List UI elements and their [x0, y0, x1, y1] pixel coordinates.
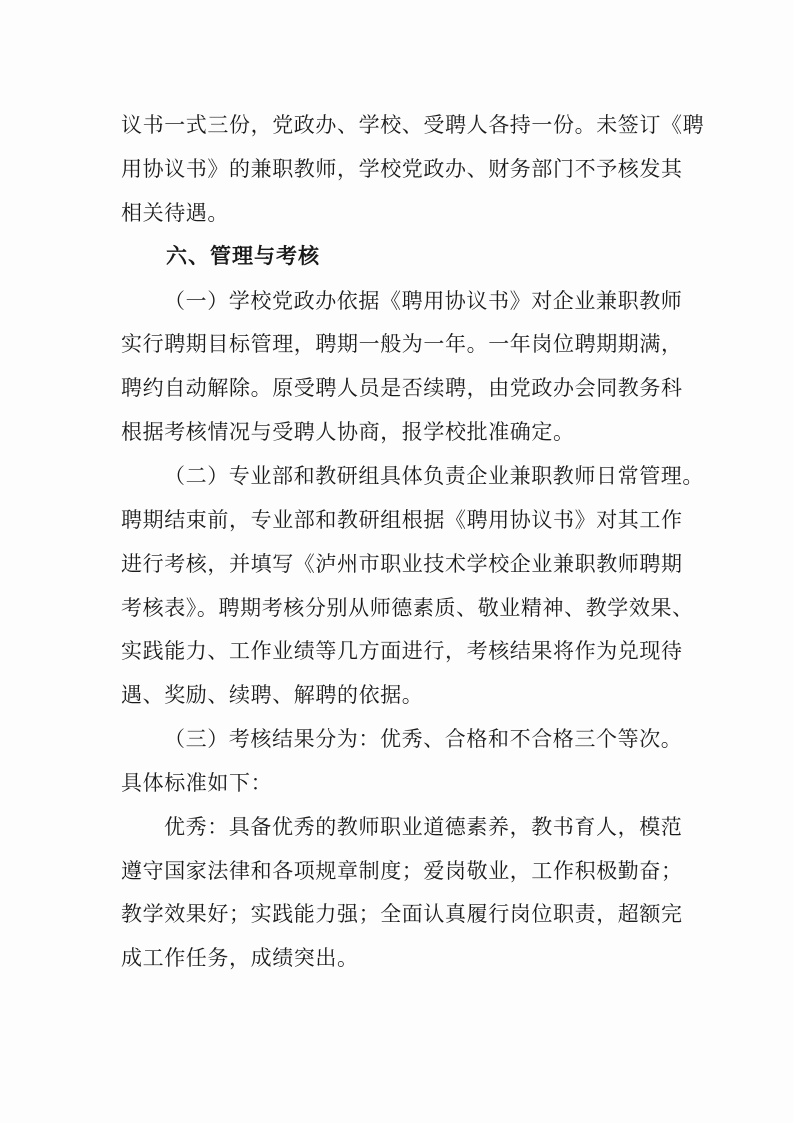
para4-line-3: 教学效果好；实践能力强；全面认真履行岗位职责，超额完 — [121, 902, 683, 926]
intro-line-1: 议书一式三份，党政办、学校、受聘人各持一份。未签订《聘 — [121, 113, 705, 137]
para2-line-4: 考核表》。聘期考核分别从师德素质、敬业精神、教学效果、 — [121, 596, 694, 620]
para2-line-5: 实践能力、工作业绩等几方面进行，考核结果将作为兑现待 — [121, 639, 683, 663]
para1-line-4: 根据考核情况与受聘人协商，报学校批准确定。 — [121, 420, 575, 444]
para2-line-6: 遇、奖励、续聘、解聘的依据。 — [121, 683, 424, 707]
intro-line-2: 用协议书》的兼职教师，学校党政办、财务部门不予核发其 — [121, 157, 683, 181]
para1-line-2: 实行聘期目标管理，聘期一般为一年。一年岗位聘期期满， — [121, 332, 683, 356]
para3-line-1: （三）考核结果分为：优秀、合格和不合格三个等次。 — [164, 727, 683, 751]
para4-line-1: 优秀：具备优秀的教师职业道德素养，教书育人，模范 — [164, 815, 683, 839]
para2-line-1: （二）专业部和教研组具体负责企业兼职教师日常管理。 — [164, 464, 704, 488]
para3-line-2: 具体标准如下： — [121, 771, 273, 795]
para1-line-1: （一）学校党政办依据《聘用协议书》对企业兼职教师 — [164, 289, 683, 313]
para2-line-2: 聘期结束前，专业部和教研组根据《聘用协议书》对其工作 — [121, 508, 683, 532]
intro-line-3: 相关待遇。 — [121, 201, 229, 225]
para1-line-3: 聘约自动解除。原受聘人员是否续聘，由党政办会同教务科 — [121, 376, 683, 400]
section-heading: 六、管理与考核 — [166, 244, 320, 268]
para4-line-4: 成工作任务，成绩突出。 — [121, 946, 359, 970]
para4-line-2: 遵守国家法律和各项规章制度；爱岗敬业，工作积极勤奋； — [121, 859, 683, 883]
para2-line-3: 进行考核，并填写《泸州市职业技术学校企业兼职教师聘期 — [121, 552, 683, 576]
